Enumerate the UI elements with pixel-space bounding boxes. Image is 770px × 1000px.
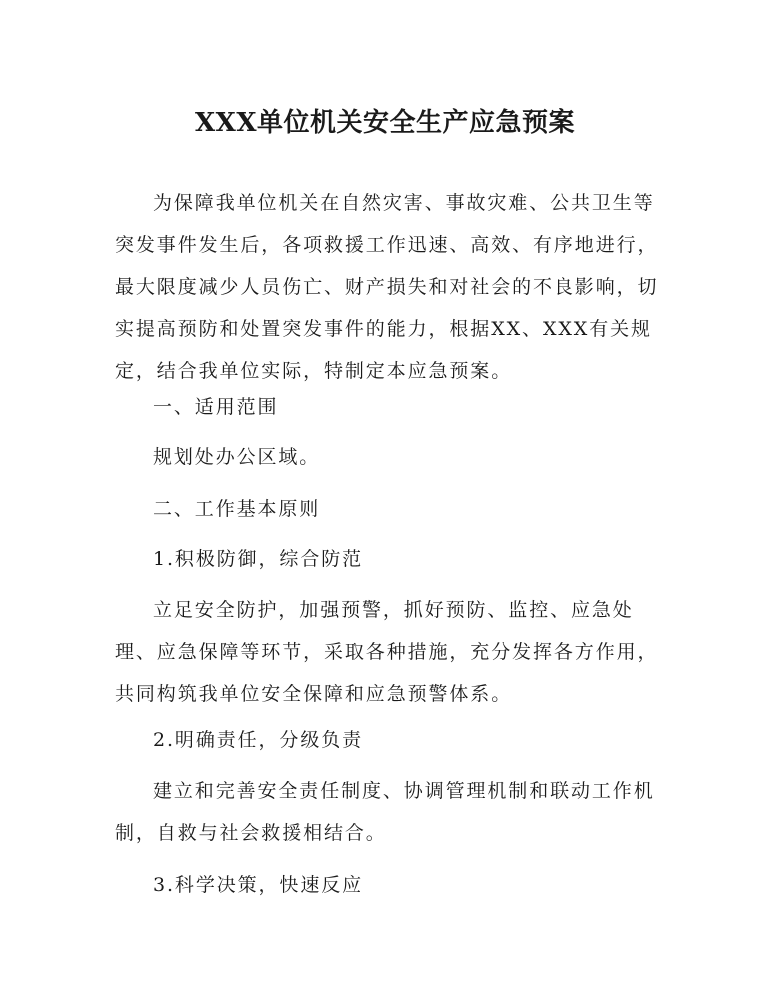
principle-paragraph-1: 立足安全防护，加强预警，抓好预防、监控、应急处理、应急保障等环节，采取各种措施，充分发挥各方作用，共同构筑我单位安全保障和应急预警体系。: [115, 599, 659, 705]
principle-heading-3: 3.科学决策，快速反应: [153, 874, 364, 896]
section-heading-scope: 一、适用范围: [153, 396, 279, 418]
principle-paragraph-2: 建立和完善安全责任制度、协调管理机制和联动工作机制，自救与社会救援相结合。: [115, 780, 655, 844]
principle-heading-1: 1.积极防御，综合防范: [153, 548, 364, 570]
intro-paragraph: 为保障我单位机关在自然灾害、事故灾难、公共卫生等突发事件发生后，各项救援工作迅速、高效、有序地进行，最大限度减少人员伤亡、财产损失和对社会的不良影响，切实提高预防和处置突发事件的能力，根据XX、XXX有关规定，结合我单位实际，特制定本应急预案。: [115, 192, 659, 382]
document-title: XXX单位机关安全生产应急预案: [194, 108, 576, 138]
principle-heading-2: 2.明确责任，分级负责: [153, 729, 364, 751]
scope-paragraph: 规划处办公区域。: [153, 446, 321, 468]
section-heading-principles: 二、工作基本原则: [153, 498, 321, 520]
